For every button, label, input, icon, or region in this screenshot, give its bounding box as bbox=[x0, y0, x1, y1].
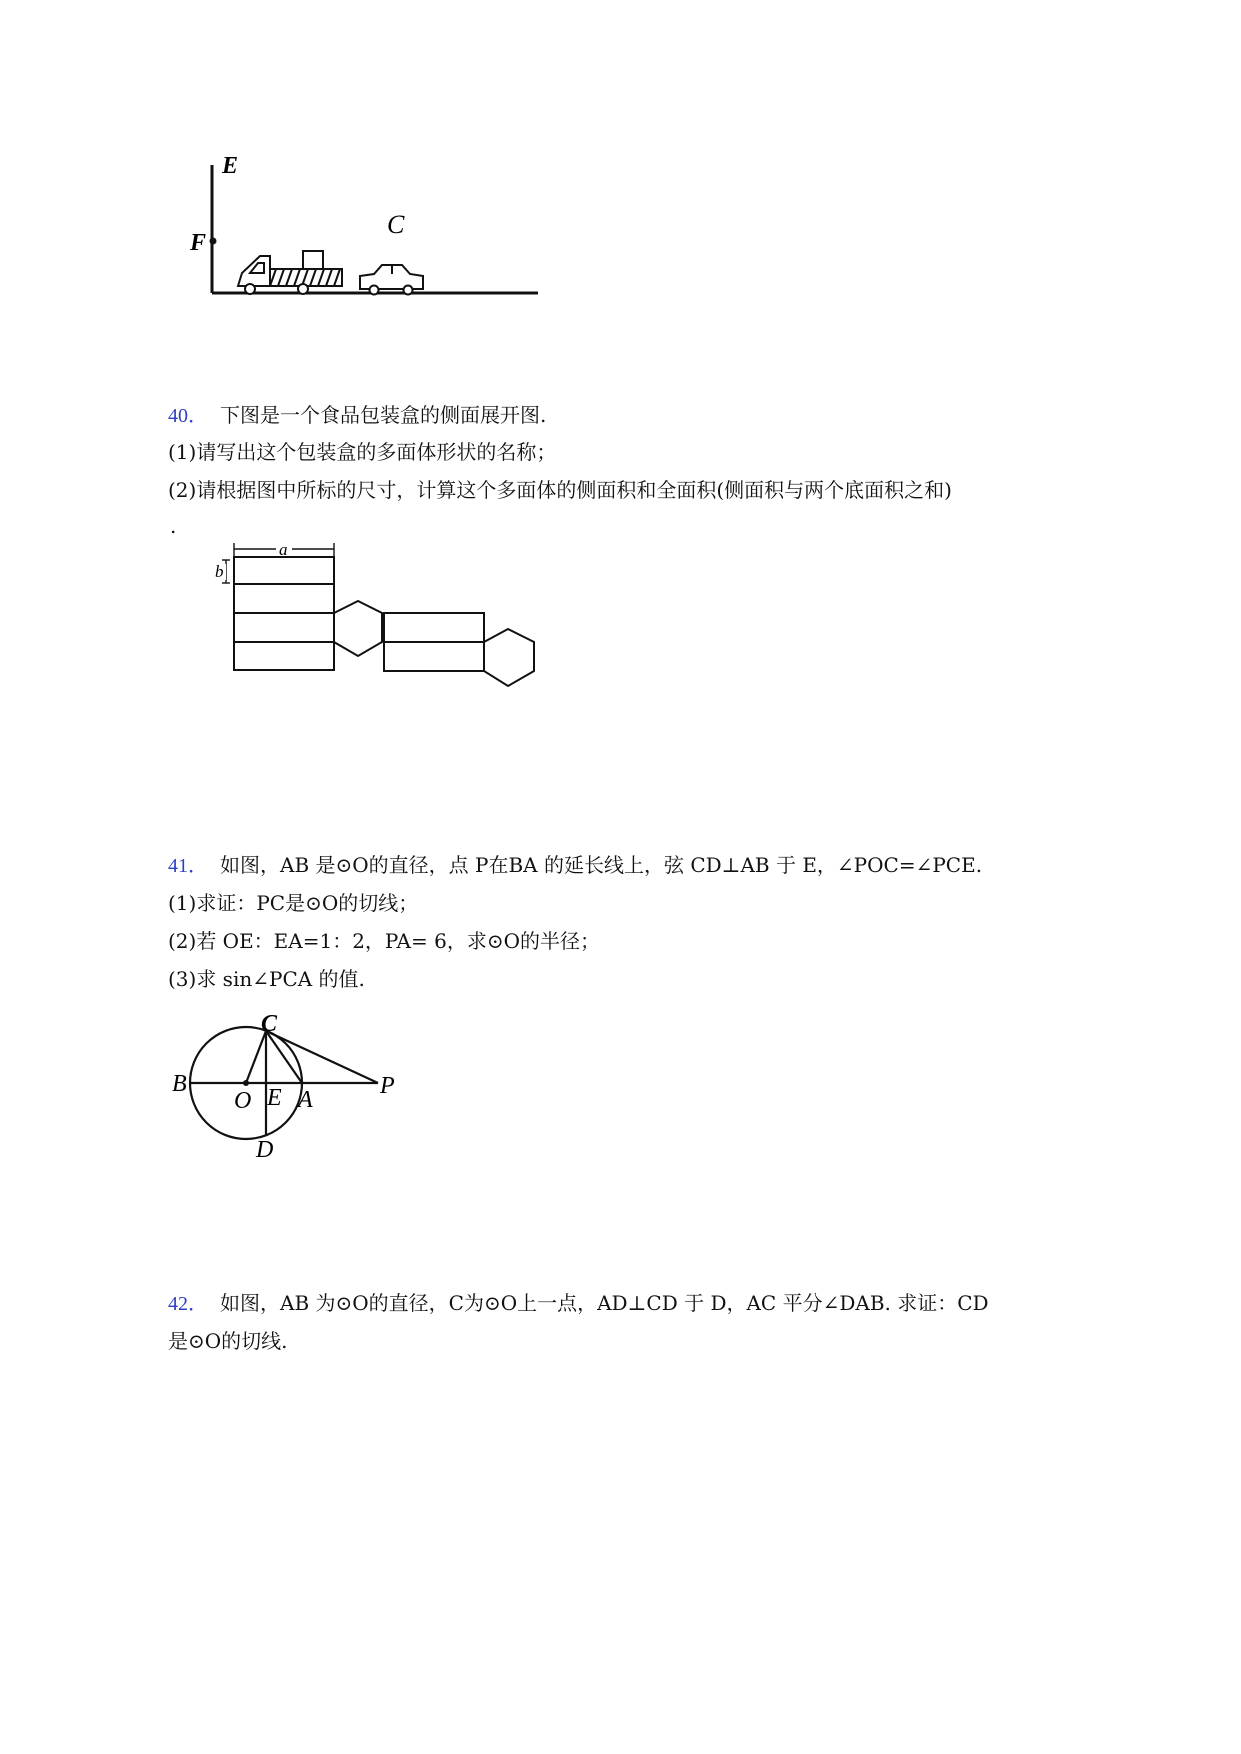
q40-number: 40． bbox=[168, 405, 208, 427]
label-a: A bbox=[298, 1087, 313, 1113]
truck-car-figure bbox=[180, 155, 550, 300]
q41-number: 41． bbox=[168, 855, 208, 877]
label-e: E bbox=[222, 155, 239, 179]
point-f bbox=[210, 238, 217, 245]
truck bbox=[238, 251, 342, 294]
label-p: P bbox=[380, 1073, 395, 1099]
label-a: a bbox=[279, 540, 288, 559]
q42-stem-1: 如图，AB 为⊙O的直径，C为⊙O上一点，AD⊥CD 于 D，AC 平分∠DAB. 求证：CD bbox=[220, 1291, 989, 1315]
label-e: E bbox=[267, 1085, 282, 1111]
q40-part2-end: . bbox=[170, 514, 177, 538]
q41-part2: (2)若 OE：EA=1：2，PA= 6，求⊙O的半径； bbox=[168, 929, 600, 953]
q42-stem-line1 bbox=[168, 1289, 989, 1318]
prism-net-figure bbox=[210, 538, 550, 693]
label-d: D bbox=[256, 1137, 274, 1163]
q42-number: 42． bbox=[168, 1293, 208, 1315]
label-f: F bbox=[190, 230, 207, 256]
q40-part2: (2)请根据图中所标的尺寸，计算这个多面体的侧面积和全面积(侧面积与两个底面积之和) bbox=[168, 478, 952, 502]
q41-stem: 如图，AB 是⊙O的直径，点 P在BA 的延长线上，弦 CD⊥AB 于 E，∠POC=∠PCE. bbox=[220, 853, 983, 877]
label-c: C bbox=[387, 210, 405, 239]
q42-stem-line2: 是⊙O的切线. bbox=[168, 1329, 288, 1353]
car bbox=[360, 265, 423, 295]
q40-stem-line bbox=[168, 401, 546, 430]
label-o: O bbox=[234, 1088, 252, 1114]
q40-part1: (1)请写出这个包装盒的多面体形状的名称； bbox=[168, 440, 557, 464]
q41-part3: (3)求 sin∠PCA 的值. bbox=[168, 967, 365, 991]
q41-stem-line bbox=[168, 851, 982, 880]
q41-part1: (1)求证：PC是⊙O的切线； bbox=[168, 891, 419, 915]
q40-stem: 下图是一个食品包装盒的侧面展开图. bbox=[220, 403, 547, 427]
circle-tangent-figure bbox=[170, 1005, 410, 1170]
center-point bbox=[243, 1080, 249, 1086]
label-b: b bbox=[215, 562, 224, 581]
label-b: B bbox=[172, 1071, 187, 1097]
label-c: C bbox=[261, 1011, 278, 1037]
